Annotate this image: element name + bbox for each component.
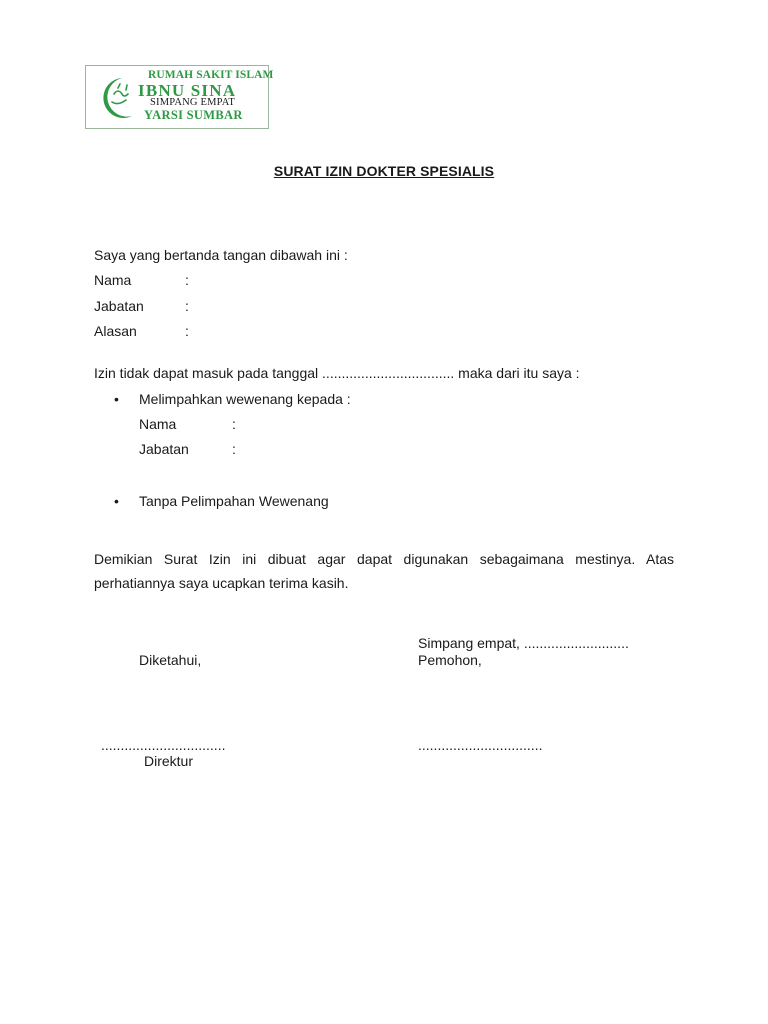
bullet-icon: • xyxy=(114,493,119,509)
director-signature-line: ................................ xyxy=(101,737,226,753)
logo-line-yarsi-sumbar: YARSI SUMBAR xyxy=(144,108,243,122)
field-label-alasan: Alasan xyxy=(94,323,137,339)
option-no-delegation: Tanpa Pelimpahan Wewenang xyxy=(139,493,329,509)
permit-date-line: Izin tidak dapat masuk pada tanggal .................................. maka dari itu saya : xyxy=(94,365,580,381)
crescent-calligraphy-icon xyxy=(92,72,144,124)
field-colon: : xyxy=(185,323,189,339)
hospital-logo xyxy=(85,65,274,129)
place-date-line: Simpang empat, ........................... xyxy=(418,635,629,651)
logo-line-rumah-sakit-islam: RUMAH SAKIT ISLAM xyxy=(148,69,274,81)
field-colon: : xyxy=(232,441,236,457)
field-colon: : xyxy=(185,272,189,288)
field-label-nama: Nama xyxy=(94,272,132,288)
field-colon: : xyxy=(185,298,189,314)
field-label-jabatan: Jabatan xyxy=(94,298,144,314)
intro-text: Saya yang bertanda tangan dibawah ini : xyxy=(94,247,348,263)
logo-line-ibnu-sina: IBNU SINA xyxy=(138,81,237,100)
delegate-field-label-jabatan: Jabatan xyxy=(139,441,189,457)
acknowledged-heading: Diketahui, xyxy=(139,652,202,668)
applicant-signature-line: ................................ xyxy=(418,737,543,753)
field-colon: : xyxy=(232,416,236,432)
director-role: Direktur xyxy=(144,753,194,769)
delegate-field-label-nama: Nama xyxy=(139,416,177,432)
document-title: SURAT IZIN DOKTER SPESIALIS xyxy=(273,163,495,179)
closing-paragraph: Demikian Surat Izin ini dibuat agar dapat digunakan sebagaimana mestinya. Atas perhatiannya saya ucapkan terima kasih. xyxy=(94,551,674,591)
logo-line-simpang-empat: SIMPANG EMPAT xyxy=(150,97,235,108)
applicant-heading: Pemohon, xyxy=(418,652,482,668)
bullet-icon: • xyxy=(114,391,119,407)
option-delegate-authority: Melimpahkan wewenang kepada : xyxy=(139,391,351,407)
